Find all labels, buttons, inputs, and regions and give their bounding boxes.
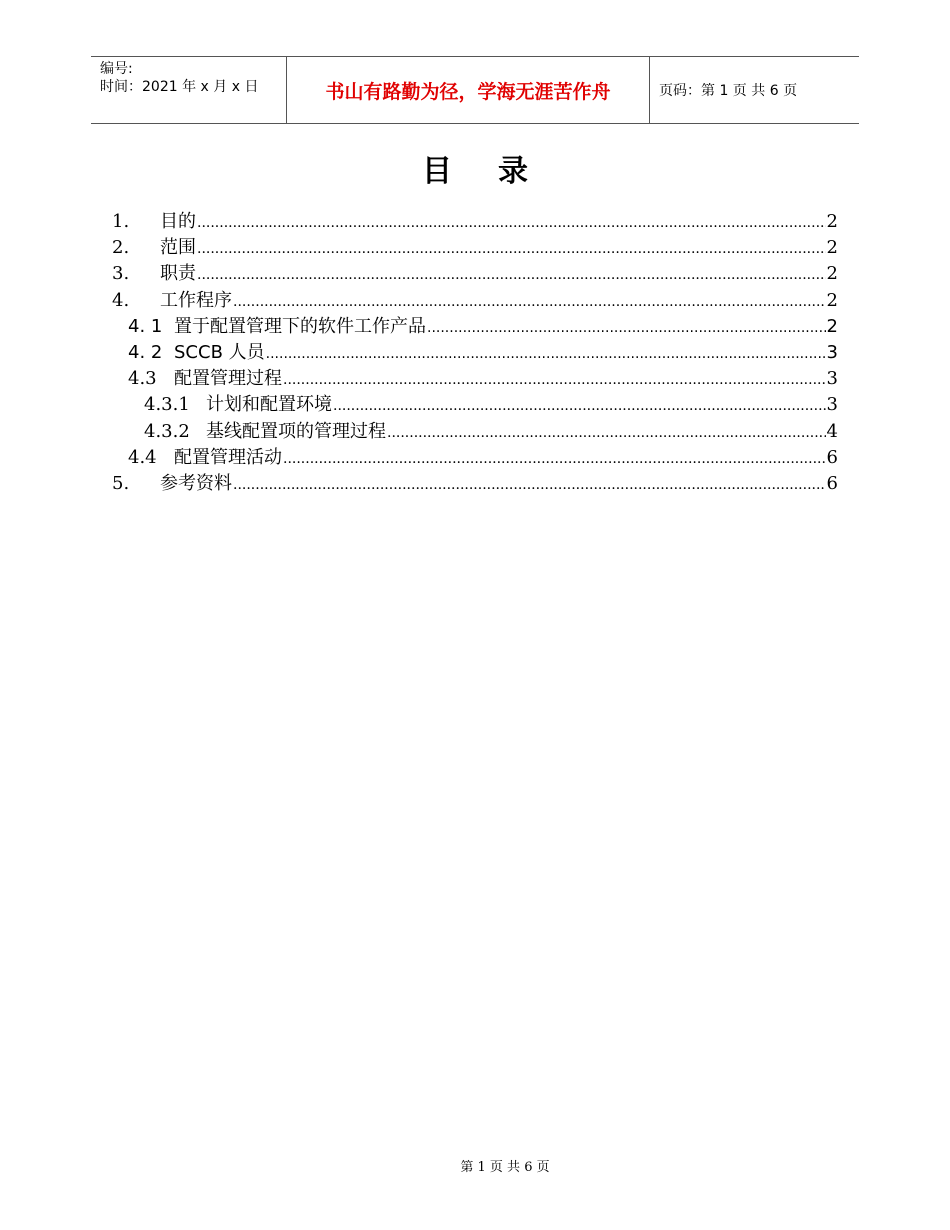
header-page-info: 页码：第 1 页 共 6 页 — [659, 83, 798, 99]
toc-leader-dots — [333, 393, 826, 419]
number-label: 编号: — [100, 61, 133, 77]
toc-entry-number: 4. 2 — [128, 341, 163, 363]
toc-entry-page: 2 — [826, 211, 838, 232]
toc-entry-number: 3. — [112, 263, 130, 285]
toc-leader-dots — [197, 210, 826, 236]
toc-entry-page: 2 — [826, 263, 838, 285]
toc-entry-title: 参考资料 — [160, 472, 232, 494]
toc-entry[interactable] — [112, 392, 838, 418]
toc-entry[interactable] — [112, 419, 838, 445]
toc-entry-page: 3 — [826, 368, 838, 390]
toc-leader-dots — [233, 472, 826, 498]
header-motto: 书山有路勤为径，学海无涯苦作舟 — [287, 57, 650, 123]
toc-entry[interactable] — [112, 288, 838, 314]
toc-entry[interactable] — [112, 235, 838, 261]
toc-entry-title: 基线配置项的管理过程 — [206, 420, 386, 442]
toc-entry-number: 4.3 — [128, 368, 157, 390]
toc-entry-page: 4 — [826, 420, 838, 442]
time-label: 时间：2021 年 x 月 x 日 — [100, 79, 259, 95]
page-footer: 第 1 页 共 6 页 — [460, 1160, 550, 1175]
toc-leader-dots — [427, 315, 826, 341]
toc-entry-title: 配置管理过程 — [174, 368, 282, 390]
toc-leader-dots — [283, 446, 826, 472]
toc-entry-page: 3 — [826, 341, 838, 363]
toc-entry-number: 4. — [112, 289, 130, 311]
toc-entry-number: 4.4 — [128, 446, 157, 468]
toc-entry[interactable] — [112, 340, 838, 366]
toc-entry-number: 2. — [112, 237, 130, 259]
toc-leader-dots — [283, 367, 826, 393]
toc-entry-number: 5. — [112, 472, 130, 494]
toc-entry-number: 1. — [112, 211, 130, 232]
toc-entry-title: 职责 — [160, 263, 196, 285]
toc-entry-title: 范围 — [160, 237, 196, 259]
toc-entry[interactable] — [112, 261, 838, 287]
toc-entry-number: 4.3.1 — [144, 394, 190, 416]
document-header — [91, 56, 859, 124]
toc-entry-number: 4.3.2 — [144, 420, 190, 442]
toc-entry-page: 2 — [826, 289, 838, 311]
toc-entry[interactable] — [112, 366, 838, 392]
toc-entry-number: 4. 1 — [128, 315, 163, 337]
header-meta-cell — [91, 57, 287, 123]
toc-title: 目录 — [422, 154, 574, 189]
toc-entry-page: 3 — [826, 394, 838, 416]
toc-entry-title: 置于配置管理下的软件工作产品 — [174, 315, 426, 337]
toc-leader-dots — [387, 420, 826, 446]
toc-entry[interactable] — [112, 471, 838, 497]
toc-entry[interactable] — [112, 314, 838, 340]
toc-entry-page: 2 — [826, 237, 838, 259]
toc-entry[interactable] — [112, 209, 838, 235]
toc-entry-title: 目的 — [160, 211, 196, 232]
toc-leader-dots — [266, 341, 826, 367]
toc-entry-title: 配置管理活动 — [174, 446, 282, 468]
toc-leader-dots — [233, 289, 826, 315]
toc-entry-title: 工作程序 — [160, 289, 232, 311]
toc-entry-page: 6 — [826, 472, 838, 494]
toc-entry-page: 6 — [826, 446, 838, 468]
toc-leader-dots — [197, 236, 826, 262]
toc-entry[interactable] — [112, 445, 838, 471]
toc-leader-dots — [197, 262, 826, 288]
table-of-contents — [112, 209, 838, 497]
toc-entry-title: SCCB 人员 — [174, 341, 265, 363]
toc-entry-page: 2 — [826, 315, 838, 337]
toc-entry-title: 计划和配置环境 — [206, 394, 332, 416]
